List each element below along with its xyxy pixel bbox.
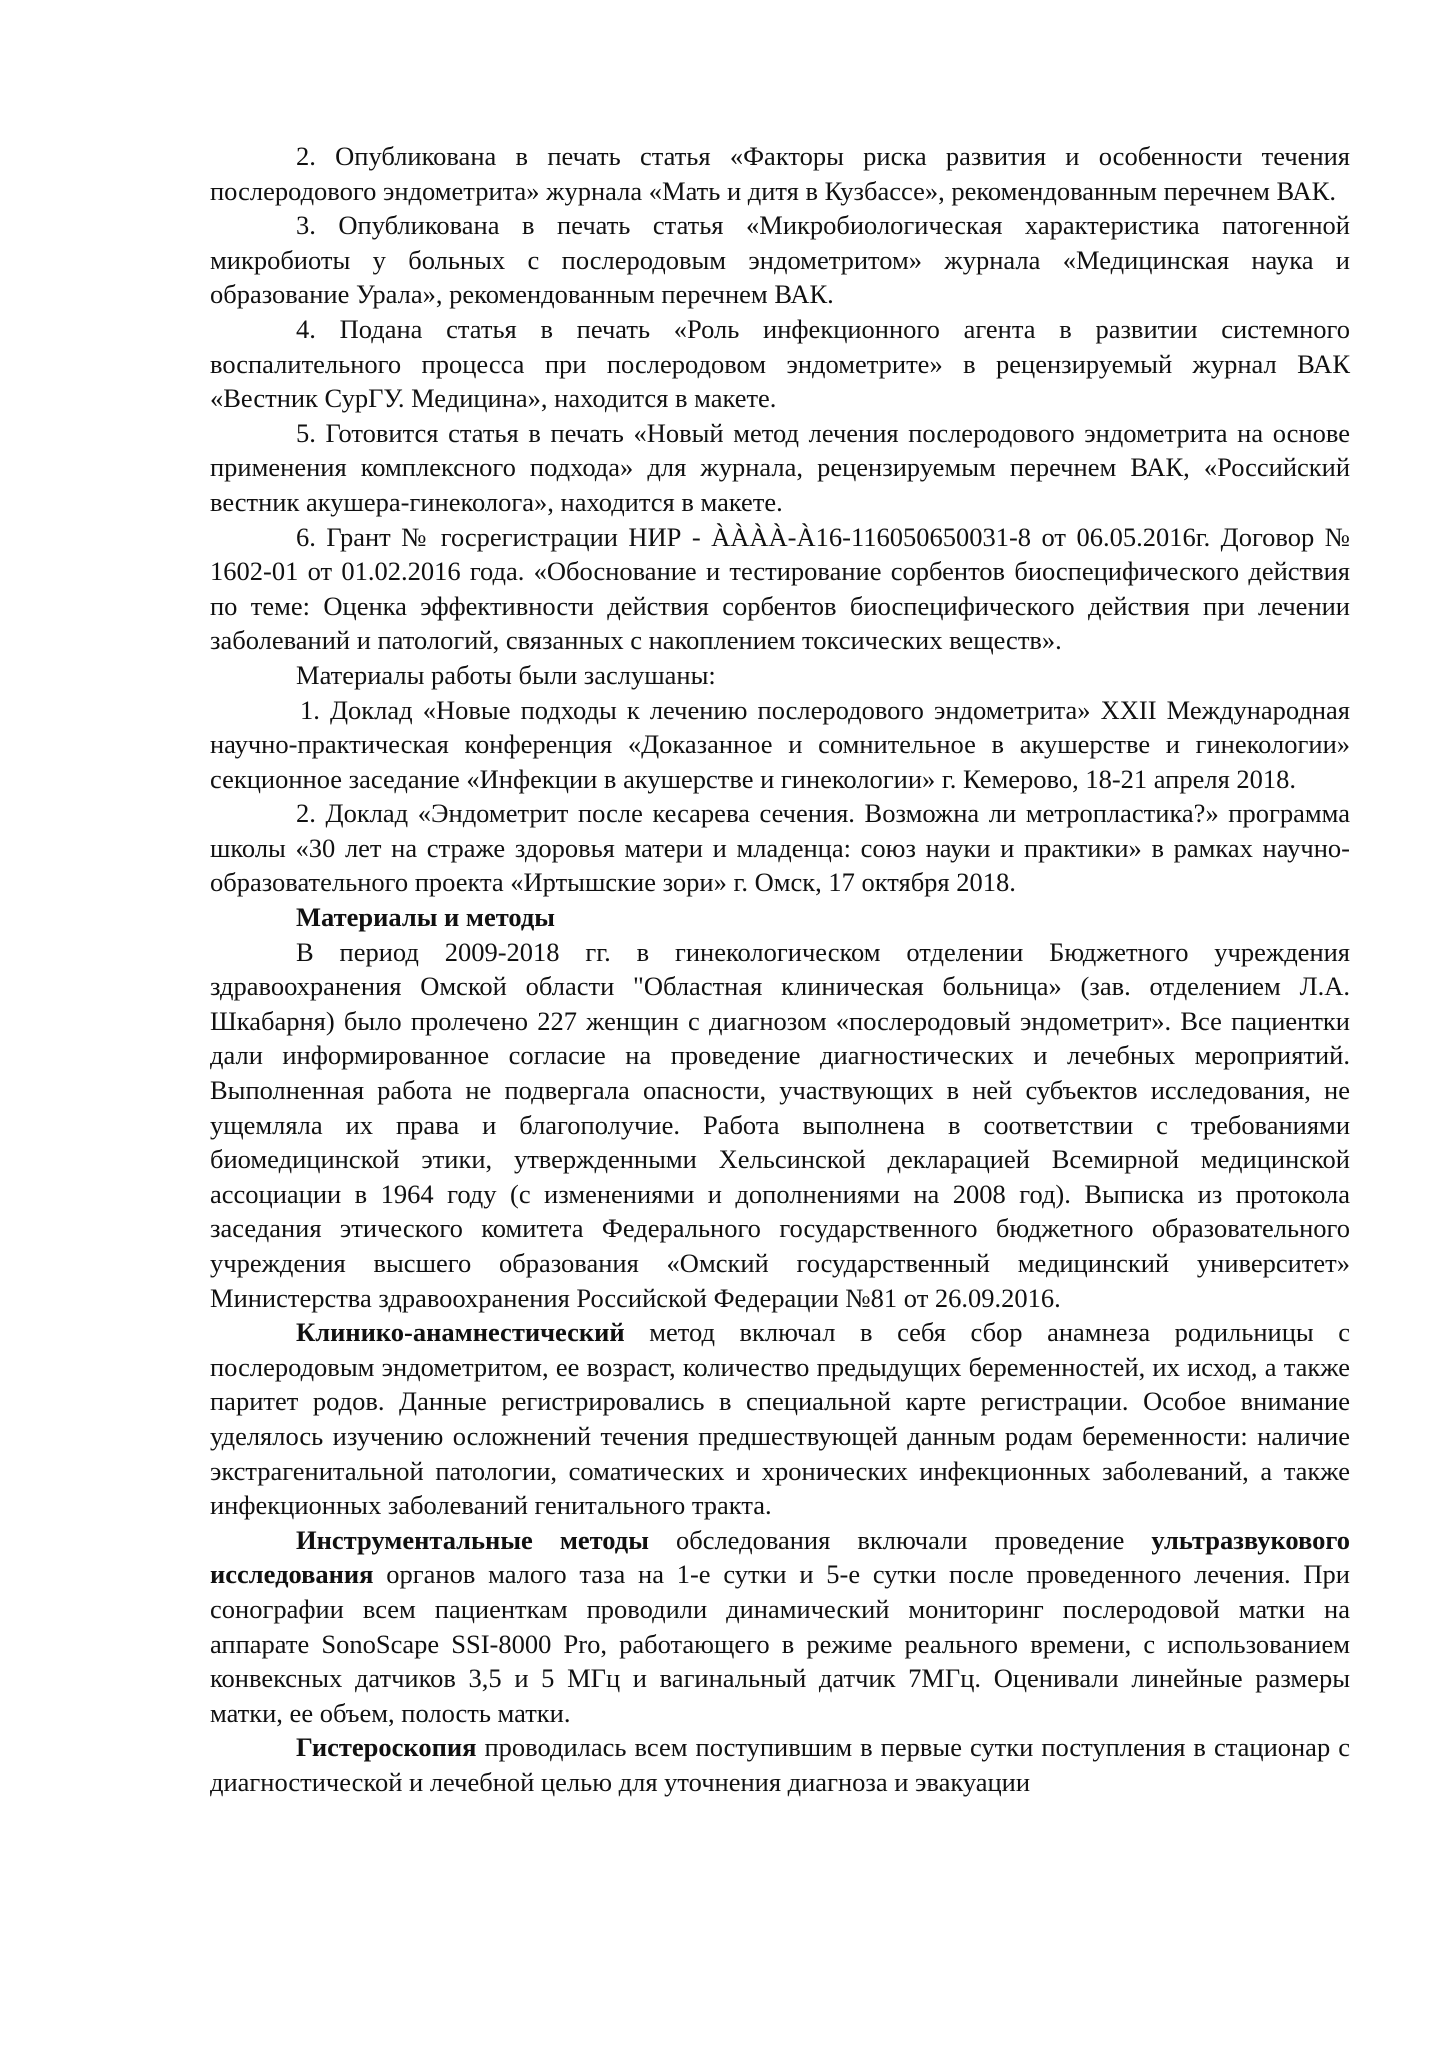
section-heading-materials-methods: Материалы и методы <box>296 902 555 933</box>
instrumental-methods-term: Инструментальные методы <box>296 1524 649 1555</box>
document-body <box>210 139 1350 1800</box>
clinical-method-text: метод включал в себя сбор анамнеза родильницы с послеродовым эндометритом, ее возраст, количество предыдущих беременностей, их исход, а также паритет родов. Данные регистрировались в специальной карте регистрации. Особое внимание уделялось изучению осложнений течения предшествующей данным родам беременности: наличие экстрагенитальной патологии, соматических и хронических инфекционных заболеваний, а также инфекционных заболеваний генитального тракта. <box>210 1317 1350 1521</box>
clinical-method-term: Клинико-анамнестический <box>296 1317 625 1348</box>
hysteroscopy-text: проводилась всем поступившим в первые сутки поступления в стационар с диагностической и лечебной целью для уточнения диагноза и эвакуации <box>210 1732 1350 1797</box>
instrumental-methods-mid: обследования включали проведение <box>648 1524 1152 1555</box>
paragraph-hysteroscopy <box>210 1730 1350 1799</box>
paragraph-presentations-intro: Материалы работы были заслушаны: <box>296 659 716 690</box>
paragraph-item-2: 2. Опубликована в печать статья «Факторы риска развития и особенности течения послеродового эндометрита» журнала «Мать и дитя в Кузбассе», рекомендованным перечнем ВАК. <box>210 141 1350 206</box>
instrumental-methods-text: органов малого таза на 1-е сутки и 5-е сутки после проведенного лечения. При сонографии всем пациенткам проводили динамический мониторинг послеродовой матки на аппарате SonoScape SSI-8000 Pro, работающего в режиме реального времени, с использованием конвексных датчиков 3,5 и 5 МГц и вагинальный датчик 7МГц. Оценивали линейные размеры матки, ее объем, полость матки. <box>210 1559 1350 1728</box>
paragraph-item-5: 5. Готовится статья в печать «Новый метод лечения послеродового эндометрита на основе применения комплексного подхода» для журнала, рецензируемым перечнем ВАК, «Российский вестник акушера-гинеколога», находится в макете. <box>210 417 1350 517</box>
paragraph-instrumental-methods <box>210 1523 1350 1731</box>
paragraph-clinical-method <box>210 1315 1350 1523</box>
hysteroscopy-term: Гистероскопия <box>296 1732 477 1763</box>
ultrasound-term: ультразвукового исследования <box>210 1524 1351 1590</box>
paragraph-item-4: 4. Подана статья в печать «Роль инфекционного агента в развитии системного воспалительного процесса при послеродовом эндометрите» в рецензируемый журнал ВАК «Вестник СурГУ. Медицина», находится в макете. <box>210 313 1350 414</box>
paragraph-item-6-grant: 6. Грант № госрегистрации НИР - ÀÀÀÀ-À16-116050650031-8 от 06.05.2016г. Договор № 1602-01 от 01.02.2016 года. «Обоснование и тестирование сорбентов биоспецифического действия по теме: Оценка эффективности действия сорбентов биоспецифического действия при лечении заболеваний и патологий, связанных с накоплением токсических веществ». <box>210 521 1350 656</box>
paragraph-report-2: 2. Доклад «Эндометрит после кесарева сечения. Возможна ли метропластика?» программа школы «30 лет на страже здоровья матери и младенца: союз науки и практики» в рамках научно-образовательного проекта «Иртышские зори» г. Омск, 17 октября 2018. <box>210 798 1350 898</box>
paragraph-report-1: 1. Доклад «Новые подходы к лечению послеродового эндометрита» XXII Международная научно-практическая конференция «Доказанное и сомнительное в акушерстве и гинекологии» секционное заседание «Инфекции в акушерстве и гинекологии» г. Кемерово, 18-21 апреля 2018. <box>210 694 1350 794</box>
paragraph-item-3: 3. Опубликована в печать статья «Микробиологическая характеристика патогенной микробиоты у больных с послеродовым эндометритом» журнала «Медицинская наука и образование Урала», рекомендованным перечнем ВАК. <box>210 210 1350 310</box>
paragraph-methods-period: В период 2009-2018 гг. в гинекологическом отделении Бюджетного учреждения здравоохранения Омской области "Областная клиническая больница» (зав. отделением Л.А. Шкабарня) было пролечено 227 женщин с диагнозом «послеродовый эндометрит». Все пациентки дали информированное согласие на проведение диагностических и лечебных мероприятий. Выполненная работа не подвергала опасности, участвующих в ней субъектов исследования, не ущемляла их права и благополучие. Работа выполнена в соответствии с требованиями биомедицинской этики, утвержденными Хельсинской декларацией Всемирной медицинской ассоциации в 1964 году (с изменениями и дополнениями на 2008 год). Выписка из протокола заседания этического комитета Федерального государственного бюджетного образовательного учреждения высшего образования «Омский государственный медицинский университет» Министерства здравоохранения Российской Федерации №81 от 26.09.2016. <box>210 936 1350 1313</box>
